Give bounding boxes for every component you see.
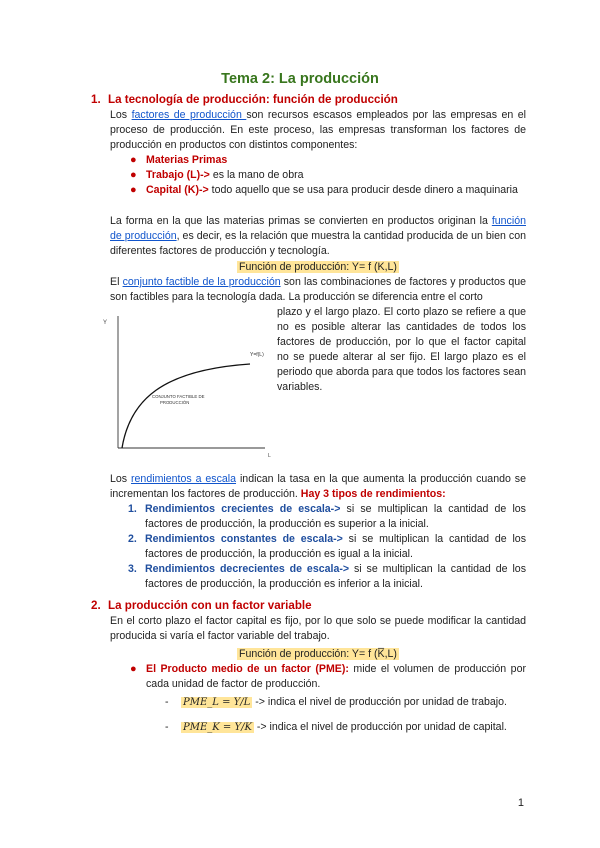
text: La forma en la que las materias primas se convierten en productos originan la — [110, 215, 492, 227]
section-2-heading — [91, 598, 312, 613]
text-bold: Hay 3 tipos de rendimientos: — [300, 488, 446, 500]
bullet-label: El Producto medio de un factor (PME): — [146, 663, 349, 675]
bullet-icon: ● — [130, 169, 137, 181]
paragraph-corto-plazo: En el corto plazo el factor capital es fijo, por lo que solo se puede modificar la cantidad producida si varía el factor variable del trabajo. — [110, 615, 526, 642]
text: , es decir, es la relación que muestra la cantidad producida de un bien con diferentes factores de producción y tecnología. — [110, 230, 526, 257]
item-text: si se multiplican la cantidad de los factores de producción, la producción es inferior a la inicial. — [145, 563, 526, 590]
bullet-icon: ● — [130, 154, 137, 166]
y-axis-label: Y — [103, 320, 108, 326]
dash-marker: - — [165, 721, 169, 733]
text: Los — [110, 473, 132, 485]
item-label: Rendimientos constantes de escala-> — [145, 533, 343, 545]
item-number: 1. — [128, 503, 137, 515]
returns-list — [128, 502, 526, 592]
pme-k-text: -> indica el nivel de producción por unidad de capital. — [256, 721, 507, 733]
paragraph-rendimientos — [110, 472, 526, 502]
item-text: si se multiplican la cantidad de los factores de producción, la producción es igual a la inicial. — [145, 533, 526, 560]
pme-list — [128, 662, 526, 692]
pme-l-text: -> indica el nivel de producción por unidad de trabajo. — [255, 696, 507, 708]
list-item — [128, 532, 526, 562]
bullet-icon: ● — [130, 184, 137, 196]
region-label-line-1: CONJUNTO FACTIBLE DE — [152, 394, 205, 399]
x-axis-label: L — [268, 453, 271, 459]
text: Los — [110, 109, 132, 121]
production-curve — [122, 364, 250, 448]
item-label: Rendimientos decrecientes de escala-> — [145, 563, 350, 575]
bullet-icon: ● — [130, 663, 137, 675]
link-factores-produccion[interactable]: factores de producción — [131, 109, 247, 121]
bullet-label: Materias Primas — [146, 154, 228, 166]
list-item — [128, 502, 526, 532]
region-label-line-2: PRODUCCIÓN — [160, 400, 190, 405]
item-number: 2. — [128, 533, 137, 545]
text: El — [110, 276, 123, 288]
paragraph-conjunto — [110, 275, 526, 305]
list-item — [128, 168, 526, 183]
formula-highlight: Función de producción: Y= f (K̅,L) — [239, 648, 397, 660]
formula-highlight: Función de producción: Y= f (K,L) — [239, 261, 397, 273]
section-2-title: La producción con un factor variable — [108, 599, 312, 612]
production-set-chart — [100, 312, 275, 460]
item-text: si se multiplican la cantidad de los factores de producción, la producción es superior a la inicial. — [145, 503, 526, 530]
link-rendimientos-escala[interactable]: rendimientos a escala — [131, 473, 237, 485]
dash-marker: - — [165, 696, 169, 708]
bullet-label: Capital (K)-> — [146, 184, 209, 196]
pme-l-formula: PME_L = Y/L — [183, 697, 251, 708]
text: son las combinaciones de factores y productos que son factibles para la tecnología dada. La producción se diferencia entre el corto — [110, 276, 526, 303]
pme-k-line — [165, 720, 507, 735]
pme-k-formula: PME_K = Y/K — [183, 722, 252, 733]
section-1-title: La tecnología de producción: función de producción — [108, 93, 398, 106]
paragraph-factores — [110, 108, 526, 153]
paragraph-plazo: plazo y el largo plazo. El corto plazo se refiere a que no es posible alterar las cantidades de todos los factores de producción, por lo que el factor capital no se puede alterar al ser fijo. El largo plazo es el periodo que aborda para que todos los factores sean variables. — [277, 306, 526, 393]
link-funcion-produccion[interactable]: función de producción — [110, 215, 526, 242]
bullet-text: mide el volumen de producción por cada unidad de factor de producción. — [146, 663, 526, 690]
section-2-number: 2. — [91, 599, 101, 612]
bullet-text: es la mano de obra — [209, 169, 304, 181]
bullet-label: Trabajo (L)-> — [146, 169, 210, 181]
section-1-number: 1. — [91, 93, 101, 106]
factor-list — [128, 153, 526, 198]
section-1-heading — [91, 92, 398, 107]
page-title: Tema 2: La producción — [221, 71, 379, 87]
text: indican la tasa en la que aumenta la producción cuando se incrementan los factores de producción. — [110, 473, 526, 500]
link-conjunto-factible[interactable]: conjunto factible de la producción — [122, 276, 281, 288]
list-item — [128, 153, 526, 168]
formula-line-2 — [110, 647, 526, 662]
list-item — [128, 662, 526, 692]
list-item — [128, 562, 526, 592]
pme-l-line — [165, 695, 507, 710]
formula-line-1 — [110, 260, 526, 275]
curve-label: Y=f(L) — [250, 352, 264, 358]
item-label: Rendimientos crecientes de escala-> — [145, 503, 341, 515]
page-number: 1 — [517, 797, 524, 809]
item-number: 3. — [128, 563, 137, 575]
text: son recursos escasos empleados por las empresas en el proceso de producción. En este proceso, las empresas transforman los factores de producción en productos con distintos componentes: — [110, 109, 526, 151]
paragraph-funcion — [110, 214, 526, 259]
bullet-text: todo aquello que se usa para producir desde dinero a maquinaria — [208, 184, 518, 196]
list-item — [128, 183, 526, 198]
